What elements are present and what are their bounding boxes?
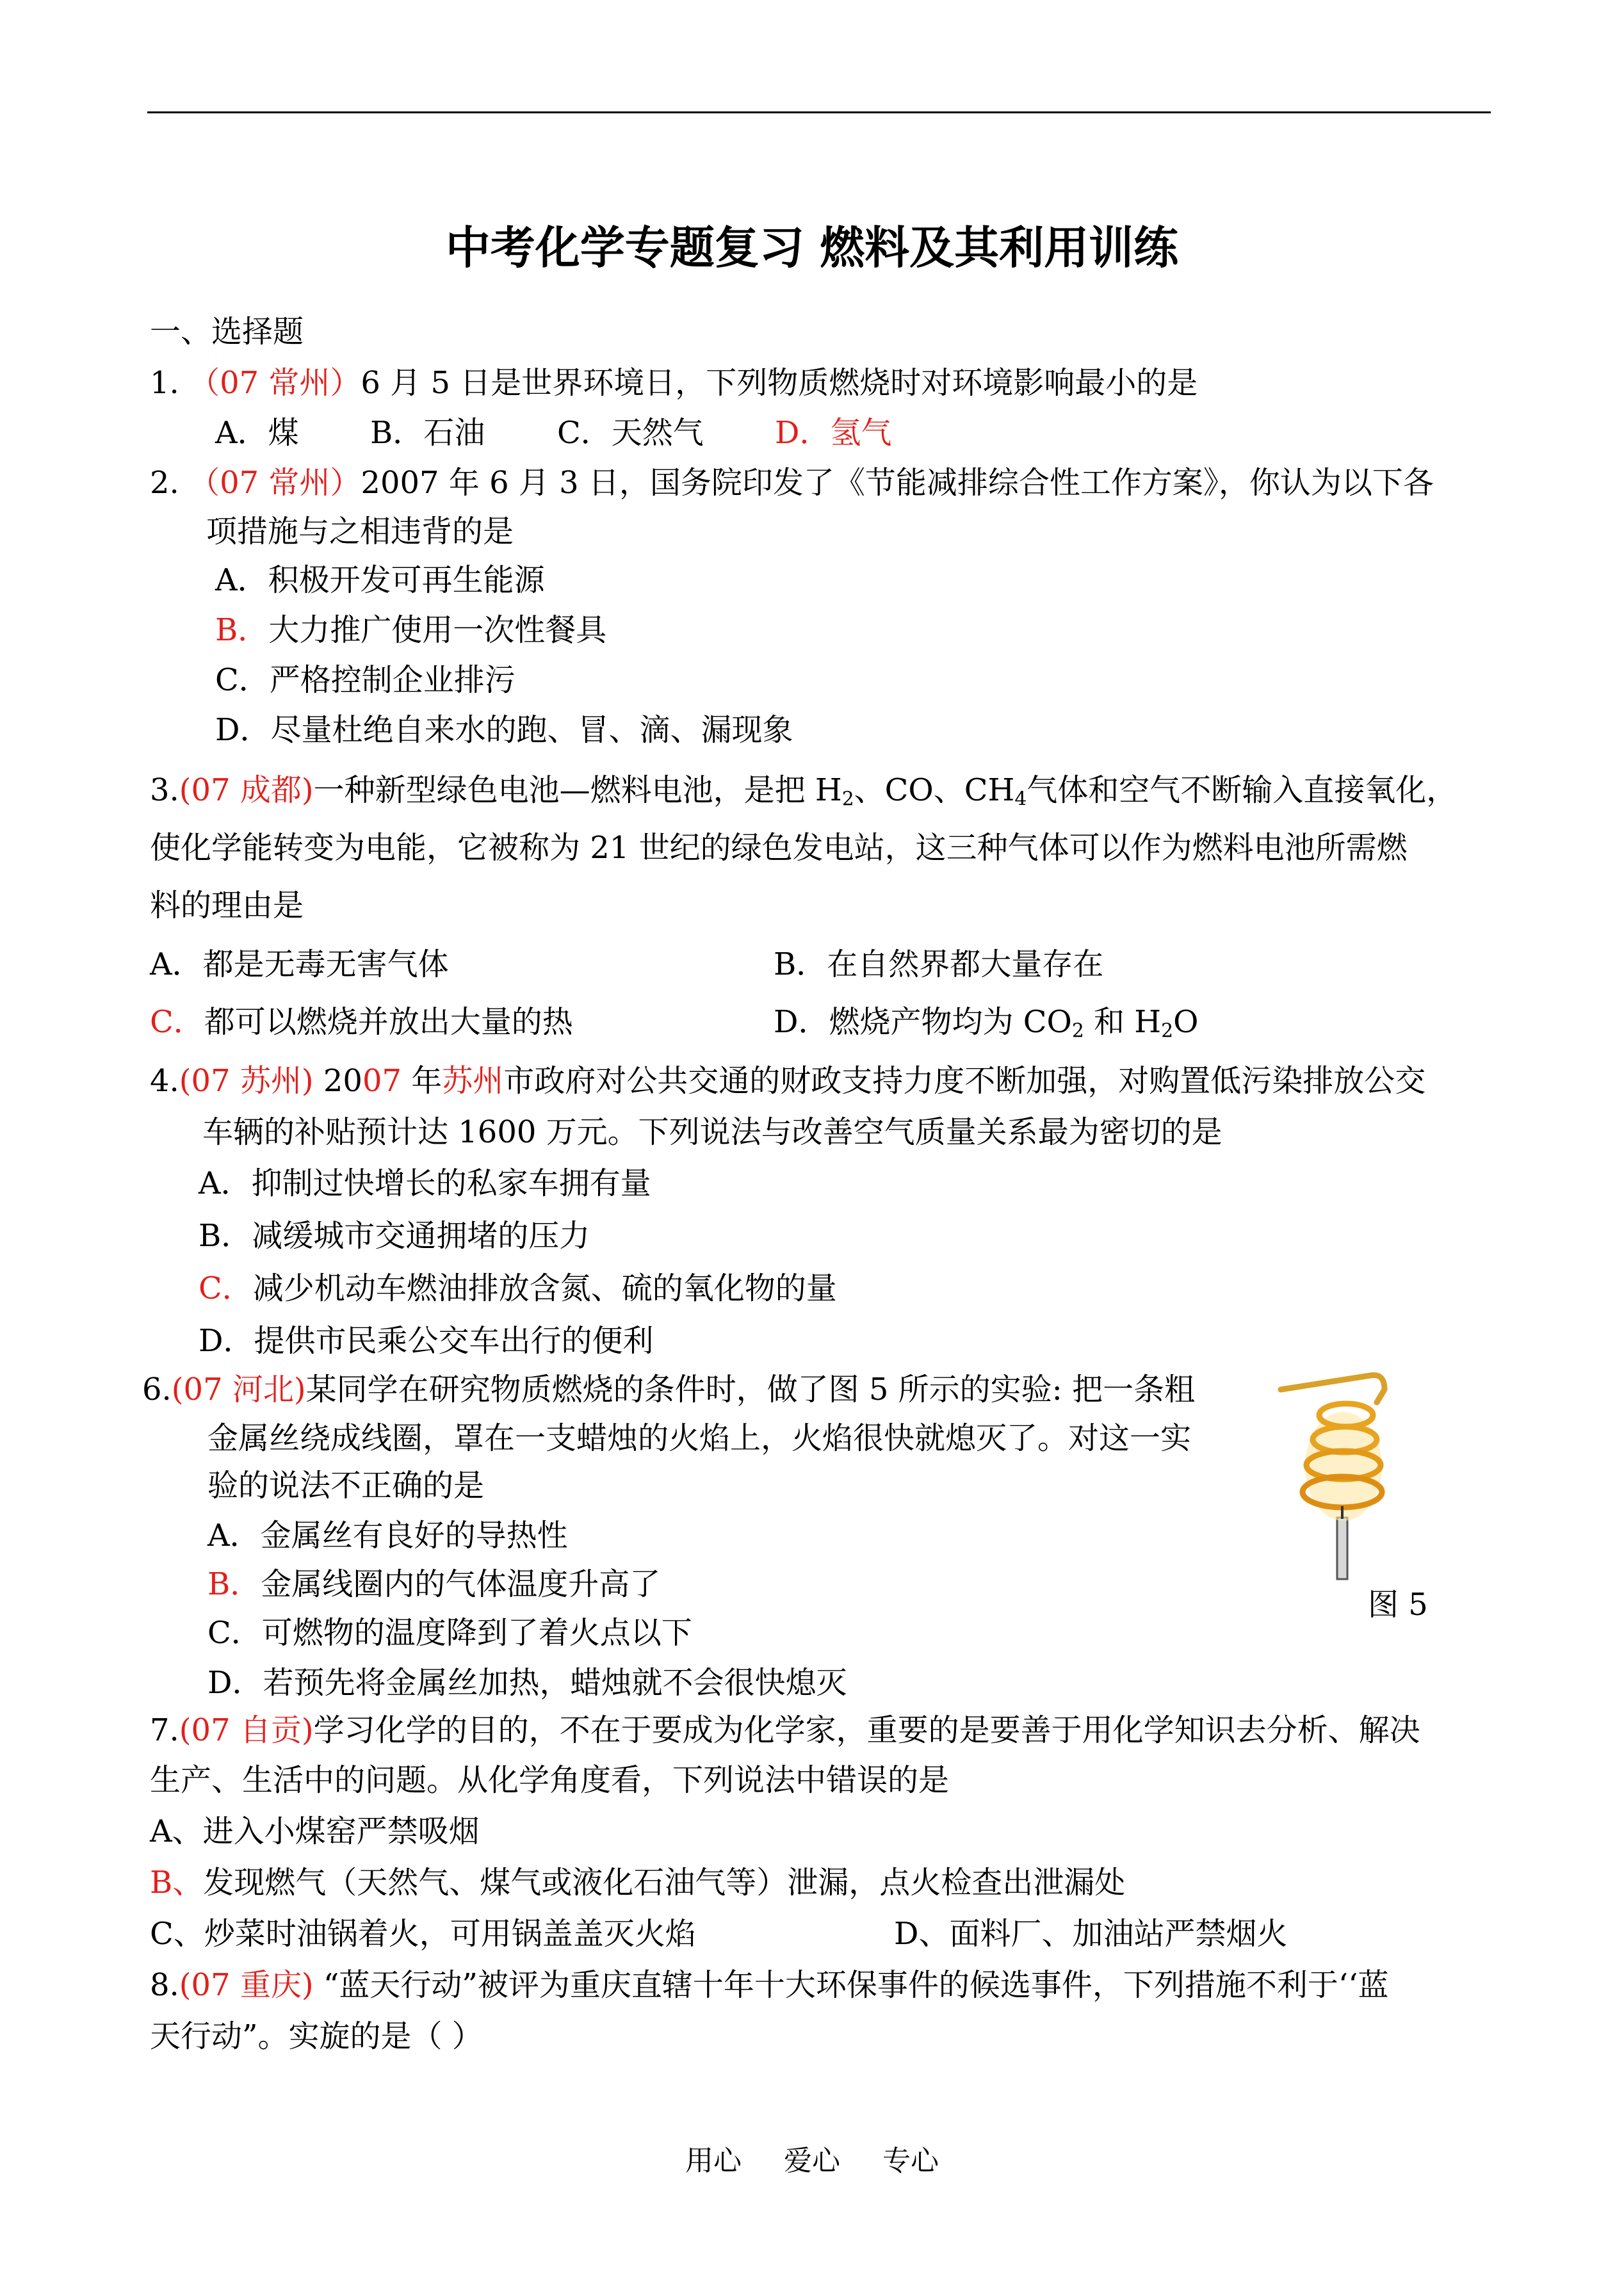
question-number: 8.	[150, 1967, 179, 2003]
answer-letter: C．	[199, 1270, 253, 1306]
question-source: (07 河北)	[171, 1372, 306, 1407]
question-source: (07 成都)	[179, 772, 314, 808]
option-d-answer: D．氢气	[775, 415, 892, 451]
option-text: 都可以燃烧并放出大量的热	[204, 1004, 573, 1040]
question-text: 验的说法不正确的是	[207, 1468, 485, 1504]
header-rule	[147, 111, 1491, 113]
figure-caption: 图 5	[1368, 1587, 1428, 1623]
option-b	[207, 1565, 660, 1603]
highlight-text: 苏州	[442, 1063, 504, 1099]
option-c: C、炒菜时油锅着火，可用锅盖盖灭火焰	[150, 1916, 696, 1952]
question-number: 6.	[142, 1372, 172, 1407]
option-text: 发现燃气（天然气、煤气或液化石油气等）泄漏，点火检查出泄漏处	[203, 1865, 1126, 1901]
question-number: 3.	[150, 772, 179, 808]
option-d: D．提供市民乘公交车出行的便利	[199, 1323, 654, 1359]
question-text: 某同学在研究物质燃烧的条件时，做了图 5 所示的实验: 把一条粗	[305, 1372, 1196, 1407]
question-1-stem	[150, 364, 1198, 402]
option-a: A、进入小煤窑严禁吸烟	[150, 1813, 480, 1849]
option-b: B．减缓城市交通拥堵的压力	[199, 1218, 590, 1254]
question-text: 车辆的补贴预计达 1600 万元。下列说法与改善空气质量关系最为密切的是	[202, 1114, 1222, 1150]
question-source: (07 重庆)	[179, 1967, 314, 2003]
answer-letter: C．	[150, 1004, 204, 1040]
question-3-stem	[150, 771, 1457, 809]
candle-body	[1337, 1518, 1347, 1579]
question-number: 4.	[150, 1063, 179, 1099]
subscript: 4	[1014, 788, 1027, 811]
page-footer	[0, 2142, 1624, 2180]
question-text: 项措施与之相违背的是	[206, 514, 514, 549]
option-d: D、面料厂、加油站严禁烟火	[894, 1916, 1288, 1952]
question-number: 2.	[150, 465, 179, 501]
question-source: （07 常州）	[189, 365, 361, 401]
option-b: B．石油	[370, 415, 485, 451]
question-source: (07 苏州)	[179, 1063, 314, 1099]
answer-letter: B．	[207, 1566, 261, 1602]
question-text: 料的理由是	[150, 888, 304, 923]
coil-candle-illustration	[1274, 1370, 1415, 1582]
question-text: 一种新型绿色电池—燃料电池，是把 H	[313, 772, 842, 808]
question-8-stem	[150, 1966, 1388, 2004]
subscript: 2	[1071, 1019, 1084, 1042]
question-text: 生产、生活中的问题。从化学角度看，下列说法中错误的是	[150, 1762, 950, 1798]
option-text: 减少机动车燃油排放含氮、硫的氧化物的量	[252, 1270, 837, 1306]
option-b	[215, 611, 606, 649]
question-text: 年	[402, 1063, 443, 1099]
option-c: C．严格控制企业排污	[215, 662, 516, 698]
option-c	[150, 1003, 573, 1041]
subscript: 2	[1161, 1019, 1174, 1042]
question-2-stem	[150, 464, 1434, 502]
page-title: 中考化学专题复习 燃料及其利用训练	[445, 221, 1179, 274]
option-a: A．煤	[215, 415, 299, 451]
question-text: 20	[313, 1063, 362, 1099]
question-text: 气体和空气不断输入直接氧化，	[1027, 772, 1458, 808]
subscript: 2	[841, 788, 854, 811]
highlight-text: 07	[362, 1063, 402, 1099]
option-c: C．可燃物的温度降到了着火点以下	[207, 1615, 692, 1651]
question-4-stem	[150, 1062, 1425, 1100]
option-text: 大力推广使用一次性餐具	[268, 612, 607, 648]
option-b	[150, 1863, 1125, 1902]
option-text: 和 H	[1084, 1004, 1162, 1040]
question-text: 、CO、CH	[854, 772, 1015, 808]
footer-word: 爱心	[784, 2145, 840, 2177]
figure-5-coil-candle	[1274, 1370, 1415, 1582]
question-number: 1.	[150, 365, 179, 401]
option-b: B．在自然界都大量存在	[774, 946, 1104, 982]
question-text: 金属丝绕成线圈，罩在一支蜡烛的火焰上，火焰很快就熄灭了。对这一实	[207, 1420, 1192, 1456]
section-heading: 一、选择题	[150, 314, 304, 350]
question-text: 2007 年 6 月 3 日，国务院印发了《节能减排综合性工作方案》，你认为以下各	[361, 465, 1434, 501]
footer-word: 专心	[882, 2145, 939, 2177]
question-source: （07 常州）	[189, 465, 361, 501]
option-text: D．燃烧产物均为 CO	[774, 1004, 1072, 1040]
option-d: D．若预先将金属丝加热，蜡烛就不会很快熄灭	[207, 1665, 847, 1701]
question-source: (07 自贡)	[179, 1712, 314, 1748]
question-7-stem	[150, 1711, 1420, 1749]
question-number: 7.	[150, 1712, 179, 1748]
question-text: 市政府对公共交通的财政支持力度不断加强，对购置低污染排放公交	[503, 1063, 1426, 1099]
question-text: 使化学能转变为电能，它被称为 21 世纪的绿色发电站，这三种气体可以作为燃料电池所需燃	[150, 830, 1408, 866]
option-d	[774, 1003, 1198, 1041]
question-6-stem	[142, 1370, 1195, 1409]
option-text: O	[1173, 1004, 1199, 1040]
question-text: 学习化学的目的，不在于要成为化学家，重要的是要善于用化学知识去分析、解决	[313, 1712, 1420, 1748]
option-c: C．天然气	[557, 415, 704, 451]
option-a: A．都是无毒无害气体	[150, 946, 449, 982]
question-text: 天行动”。实旋的是（ ）	[150, 2018, 483, 2054]
option-a: A．抑制过快增长的私家车拥有量	[199, 1165, 651, 1201]
option-c	[199, 1269, 837, 1308]
footer-word: 用心	[685, 2145, 742, 2177]
answer-letter: B、	[150, 1865, 204, 1901]
answer-letter: B．	[215, 612, 269, 648]
question-text: “蓝天行动”被评为重庆直辖十年十大环保事件的候选事件，下列措施不利于‘‘蓝	[313, 1967, 1389, 2003]
option-d: D．尽量杜绝自来水的跑、冒、滴、漏现象	[215, 712, 793, 748]
question-text: 6 月 5 日是世界环境日，下列物质燃烧时对环境影响最小的是	[361, 365, 1198, 401]
wire-handle	[1281, 1375, 1384, 1402]
option-a: A．积极开发可再生能源	[215, 562, 545, 598]
option-text: 金属线圈内的气体温度升高了	[261, 1566, 661, 1602]
option-a: A．金属丝有良好的导热性	[207, 1518, 568, 1553]
